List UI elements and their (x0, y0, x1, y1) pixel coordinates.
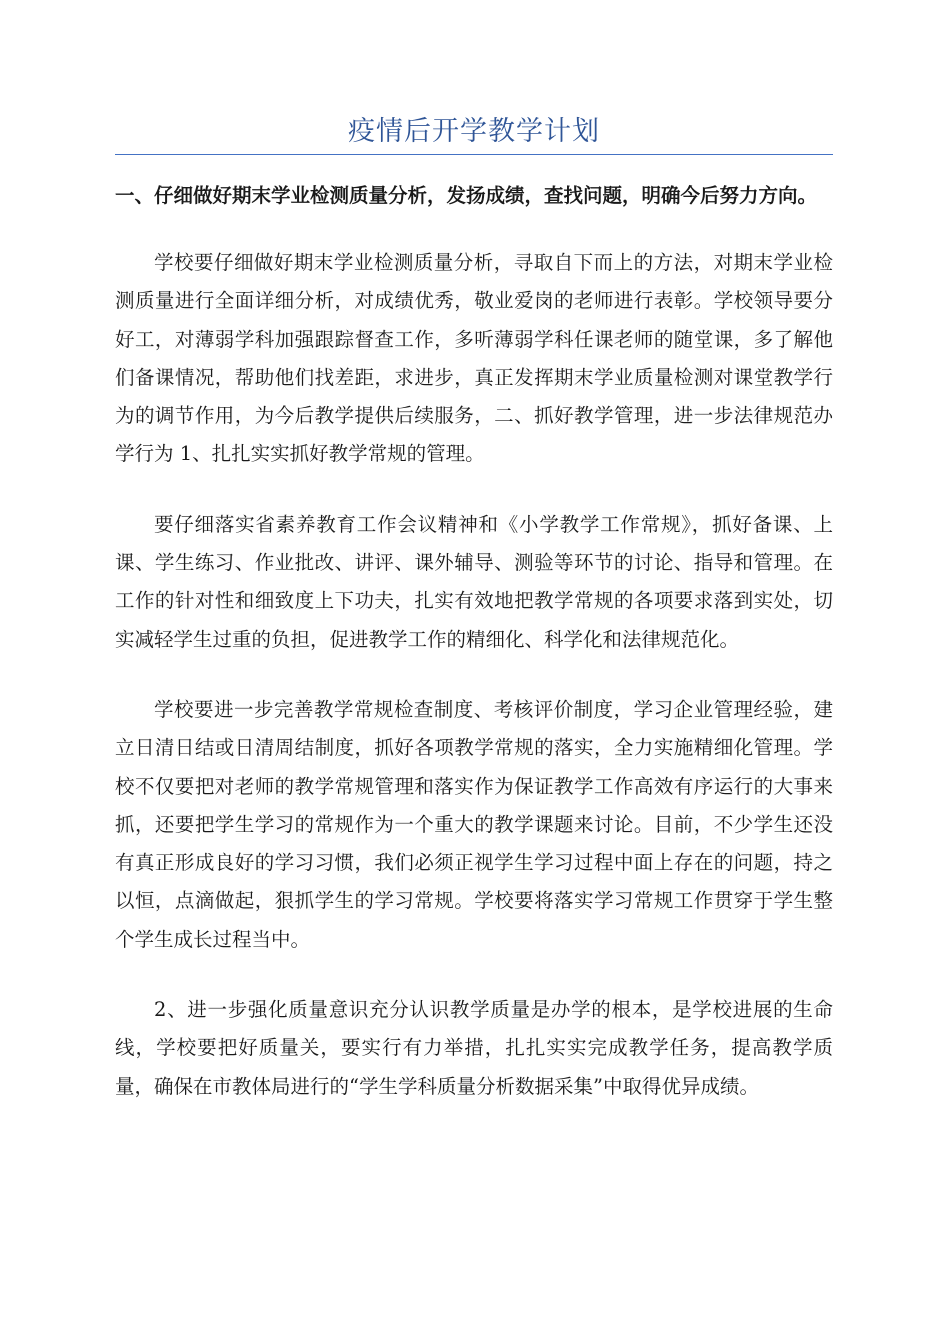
body-paragraph-4: 2、进一步强化质量意识充分认识教学质量是办学的根本，是学校进展的生命线，学校要把好质量关，要实行有力举措，扎扎实实完成教学任务，提高教学质量，确保在市教体局进行的“学生学科质量分析数据采集”中取得优异成绩。 (115, 998, 833, 1098)
document-title: 疫情后开学教学计划 (348, 116, 600, 147)
body-paragraph-3: 学校要进一步完善教学常规检查制度、考核评价制度，学习企业管理经验，建立日清日结或日清周结制度，抓好各项教学常规的落实，全力实施精细化管理。学校不仅要把对老师的教学常规管理和落实作为保证教学工作高效有序运行的大事来抓，还要把学生学习的常规作为一个重大的教学课题来讨论。目前，不少学生还没有真正形成良好的学习习惯，我们必须正视学生学习过程中面上存在的问题，持之以恒，点滴做起，狠抓学生的学习常规。学校要将落实学习常规工作贯穿于学生整个学生成长过程当中。 (115, 697, 833, 951)
section-heading: 一、仔细做好期末学业检测质量分析，发扬成绩，查找问题，明确今后努力方向。 (115, 184, 818, 207)
body-paragraph-1: 学校要仔细做好期末学业检测质量分析，寻取自下而上的方法，对期末学业检测质量进行全面详细分析，对成绩优秀，敬业爱岗的老师进行表彰。学校领导要分好工，对薄弱学科加强跟踪督查工作，多听薄弱学科任课老师的随堂课，多了解他们备课情况，帮助他们找差距，求进步，真正发挥期末学业质量检测对课堂教学行为的调节作用，为今后教学提供后续服务，二、抓好教学管理，进一步法律规范办学行为 1、扎扎实实抓好教学常规的管理。 (115, 251, 833, 466)
body-paragraph-2: 要仔细落实省素养教育工作会议精神和《小学教学工作常规》，抓好备课、上课、学生练习、作业批改、讲评、课外辅导、测验等环节的讨论、指导和管理。在工作的针对性和细致度上下功夫，扎实有效地把教学常规的各项要求落到实处，切实减轻学生过重的负担，促进教学工作的精细化、科学化和法律规范化。 (115, 512, 833, 651)
title-underline (115, 154, 833, 155)
document-page (115, 112, 833, 1106)
